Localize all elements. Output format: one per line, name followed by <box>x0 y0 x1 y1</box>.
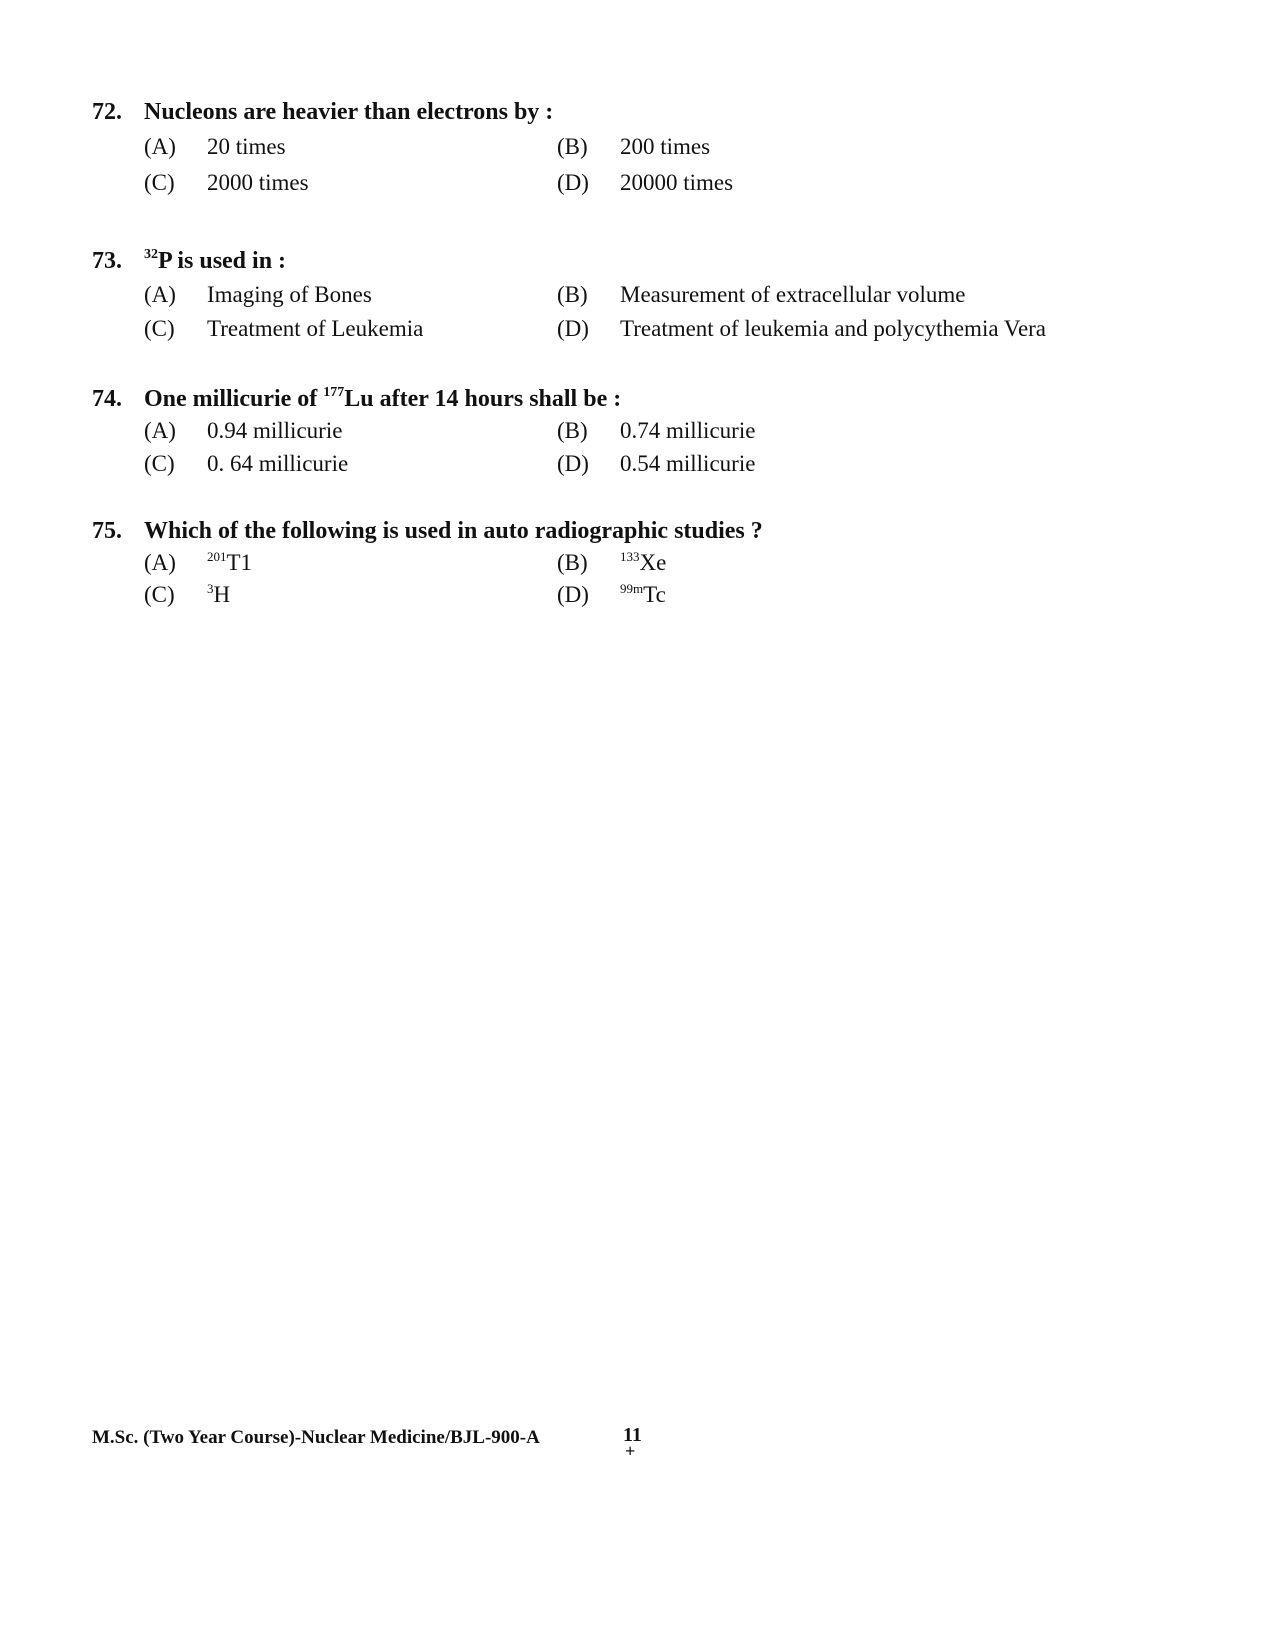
option-text: 2000 times <box>207 170 309 195</box>
option-label: (B) <box>557 550 588 575</box>
question-stem-prefix: One millicurie of <box>144 386 324 412</box>
option-label: (B) <box>557 418 588 443</box>
registration-mark: + <box>625 1441 636 1461</box>
option-text: 0. 64 millicurie <box>207 451 349 476</box>
isotope-symbol: T1 <box>226 550 253 575</box>
option-label: (D) <box>557 582 589 607</box>
isotope-mass-number: 99m <box>620 581 644 596</box>
question-75 <box>92 516 1192 607</box>
option-text: Treatment of Leukemia <box>207 316 424 341</box>
option-text: 0.54 millicurie <box>620 451 756 476</box>
option-text: Imaging of Bones <box>207 282 372 307</box>
option-text: Treatment of leukemia and polycythemia Vera <box>620 316 1047 341</box>
option-text: 0.94 millicurie <box>207 418 343 443</box>
question-number: 73. <box>92 248 122 274</box>
question-74 <box>92 384 1192 476</box>
question-number: 72. <box>92 99 122 125</box>
isotope-symbol: Xe <box>639 550 667 575</box>
question-stem-text: Lu after 14 hours shall be : <box>344 386 622 412</box>
option-label: (B) <box>557 134 588 159</box>
option-label: (D) <box>557 170 589 195</box>
option-label: (C) <box>144 582 175 607</box>
question-stem: Nucleons are heavier than electrons by : <box>144 99 554 125</box>
question-number: 75. <box>92 518 122 544</box>
isotope-mass-number: 32 <box>144 247 158 262</box>
option-label: (C) <box>144 451 175 476</box>
isotope-mass-number: 3 <box>207 581 214 596</box>
option-label: (D) <box>557 451 589 476</box>
option-label: (A) <box>144 418 176 443</box>
option-label: (A) <box>144 282 176 307</box>
option-label: (A) <box>144 550 176 575</box>
page-number: 11 <box>623 1424 642 1446</box>
question-72 <box>92 97 1192 195</box>
option-text <box>207 581 230 612</box>
option-text: 0.74 millicurie <box>620 418 756 443</box>
question-header <box>92 516 1192 546</box>
isotope-mass-number: 201 <box>207 549 227 564</box>
option-label: (C) <box>144 170 175 195</box>
question-header <box>92 384 1192 414</box>
question-stem <box>144 384 621 418</box>
option-text <box>207 549 252 580</box>
option-label: (B) <box>557 282 588 307</box>
option-text: 20000 times <box>620 170 734 195</box>
option-label: (A) <box>144 134 176 159</box>
question-stem <box>144 246 286 280</box>
option-text <box>620 581 666 612</box>
isotope-symbol: H <box>213 582 231 607</box>
isotope-symbol: Tc <box>643 582 666 607</box>
isotope-mass-number: 177 <box>323 385 345 400</box>
question-number: 74. <box>92 386 122 412</box>
option-text: 20 times <box>207 134 286 159</box>
option-text: Measurement of extracellular volume <box>620 282 966 307</box>
option-text: 200 times <box>620 134 711 159</box>
isotope-mass-number: 133 <box>620 549 640 564</box>
footer-course-code: M.Sc. (Two Year Course)-Nuclear Medicine/BJL-900-A <box>92 1427 540 1448</box>
option-label: (D) <box>557 316 589 341</box>
question-73 <box>92 246 1192 341</box>
option-label: (C) <box>144 316 175 341</box>
option-text <box>620 549 666 580</box>
question-stem-text: P is used in : <box>158 248 287 274</box>
question-stem: Which of the following is used in auto radiographic studies ? <box>144 518 763 544</box>
question-header <box>92 97 1192 127</box>
question-header <box>92 246 1192 276</box>
